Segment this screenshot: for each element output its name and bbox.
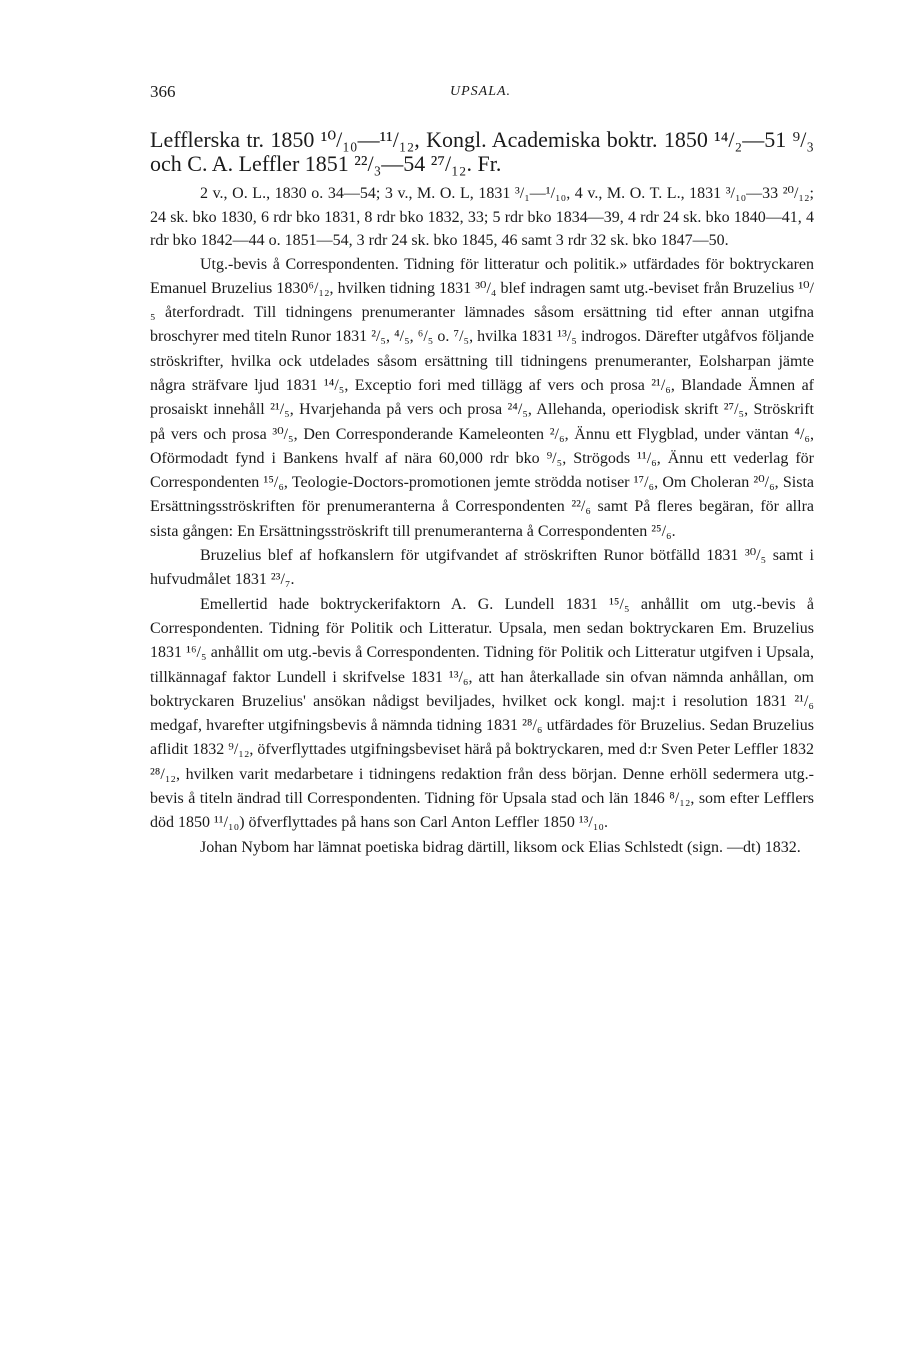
document-page [150, 82, 814, 860]
running-title: UPSALA. [450, 84, 512, 99]
body-paragraph-3: Emellertid hade boktryckerifaktorn A. G. Lundell 1831 ¹⁵/₅ anhållit om utg.-bevis å Correspondenten. Tidning för Politik och Litteratur. Upsala, men sedan boktryckaren Em. Bruzelius 1831 ¹⁶/₅ anhållit om utg.-bevis å Correspondenten. Tidning för Politik och Litteratur utgifven i Upsala, tillkännagaf faktor Lundell i skrifvelse 1831 ¹³/₆, att han återkallade sin ofvan nämnda anhållan, om boktryckaren Bruzelius' ansökan nådigst beviljades, hvilket ock kongl. maj:t i resolution 1831 ²¹/₆ medgaf, hvarefter utgifningsbevis å nämnda tidning 1831 ²⁸/₆ utfärdades för Bruzelius. Sedan Bruzelius aflidit 1832 ⁹/₁₂, öfverflyttades utgifningsbeviset härå på boktryckaren, med d:r Sven Peter Leffler 1832 ²⁸/₁₂, hvilken varit medarbetare i tidningens redaktion från dess början. Denne erhöll sedermera utg.-bevis å titeln ändrad till Correspondenten. Tidning för Upsala stad och län 1846 ⁸/₁₂, som efter Lefflers död 1850 ¹¹/₁₀) öfverflyttades på hans son Carl Anton Leffler 1850 ¹³/₁₀. [150, 595, 814, 832]
running-header [150, 82, 814, 110]
page-number: 366 [150, 82, 176, 101]
body-paragraph-2: Bruzelius blef af hofkanslern för utgifvandet af ströskriften Runor bötfälld 1831 ³⁰/₅ samt i hufvudmålet 1831 ²³/₇. [150, 547, 814, 589]
body-paragraph-1: Utg.-bevis å Correspondenten. Tidning för litteratur och politik.» utfärdades för boktryckaren Emanuel Bruzelius 1830⁶/₁₂, hvilken tidning 1831 ³⁰/₄ blef indragen samt utg.-beviset från Bruzelius ¹⁰/₅ återfordradt. Till tidningens prenumeranter lämnades såsom ersättning tid efter annan utgifna broschyrer med titeln Runor 1831 ²/₅, ⁴/₅, ⁶/₅ o. ⁷/₅, hvilka 1831 ¹³/₅ indrogos. Därefter utgåfvos följande ströskrifter, hvilka ock utdelades såsom ersättning till tidningens prenumeranter, Eolsharpan jämte några sträfvare ljud 1831 ¹⁴/₅, Exceptio fori med tillägg af vers och prosa ²¹/₆, Blandade Ämnen af prosaiskt innehåll ²¹/₅, Hvarjehanda på vers och prosa ²⁴/₅, Allehanda, operiodisk skrift ²⁷/₅, Ströskrift på vers och prosa ³⁰/₅, Den Corresponderande Kameleonten ²/₆, Ännu ett Flygblad, under väntan ⁴/₆, Oförmodadt fynd i Bankens hvalf af nära 60,000 rdr bko ⁹/₅, Strögods ¹¹/₆, Ännu ett vederlag för Correspondenten ¹⁵/₆, Teologie-Doctors-promotionen jemte strödda notiser ¹⁷/₆, Om Choleran ²⁰/₆, Sista Ersättningsströskriften för prenumeranterna å Correspondenten ²²/₆ samt På fleres begäran, för allra sista gången: En Ersättningsströskrift till prenumeranterna å Correspondenten ²⁵/₆. [150, 255, 814, 540]
body-paragraph-4: Johan Nybom har lämnat poetiska bidrag därtill, liksom ock Elias Schlstedt (sign. —dt) 1832. [200, 838, 801, 856]
entry-heading: Lefflerska tr. 1850 ¹⁰/₁₀—¹¹/₁₂, Kongl. Academiska boktr. 1850 ¹⁴/₂—51 ⁹/₃ och C. A. Leffler 1851 ²²/₃—54 ²⁷/₁₂. Fr. [150, 127, 814, 176]
holdings-paragraph: 2 v., O. L., 1830 o. 34—54; 3 v., M. O. L, 1831 ³/₁—¹/₁₀, 4 v., M. O. T. L., 1831 ³/₁₀—33 ²⁰/₁₂; 24 sk. bko 1830, 6 rdr bko 1831, 8 rdr bko 1832, 33; 5 rdr bko 1834—39, 4 rdr 24 sk. bko 1840—41, 4 rdr bko 1842—44 o. 1851—54, 3 rdr 24 sk. bko 1845, 46 samt 3 rdr 32 sk. bko 1847—50. [150, 185, 814, 249]
